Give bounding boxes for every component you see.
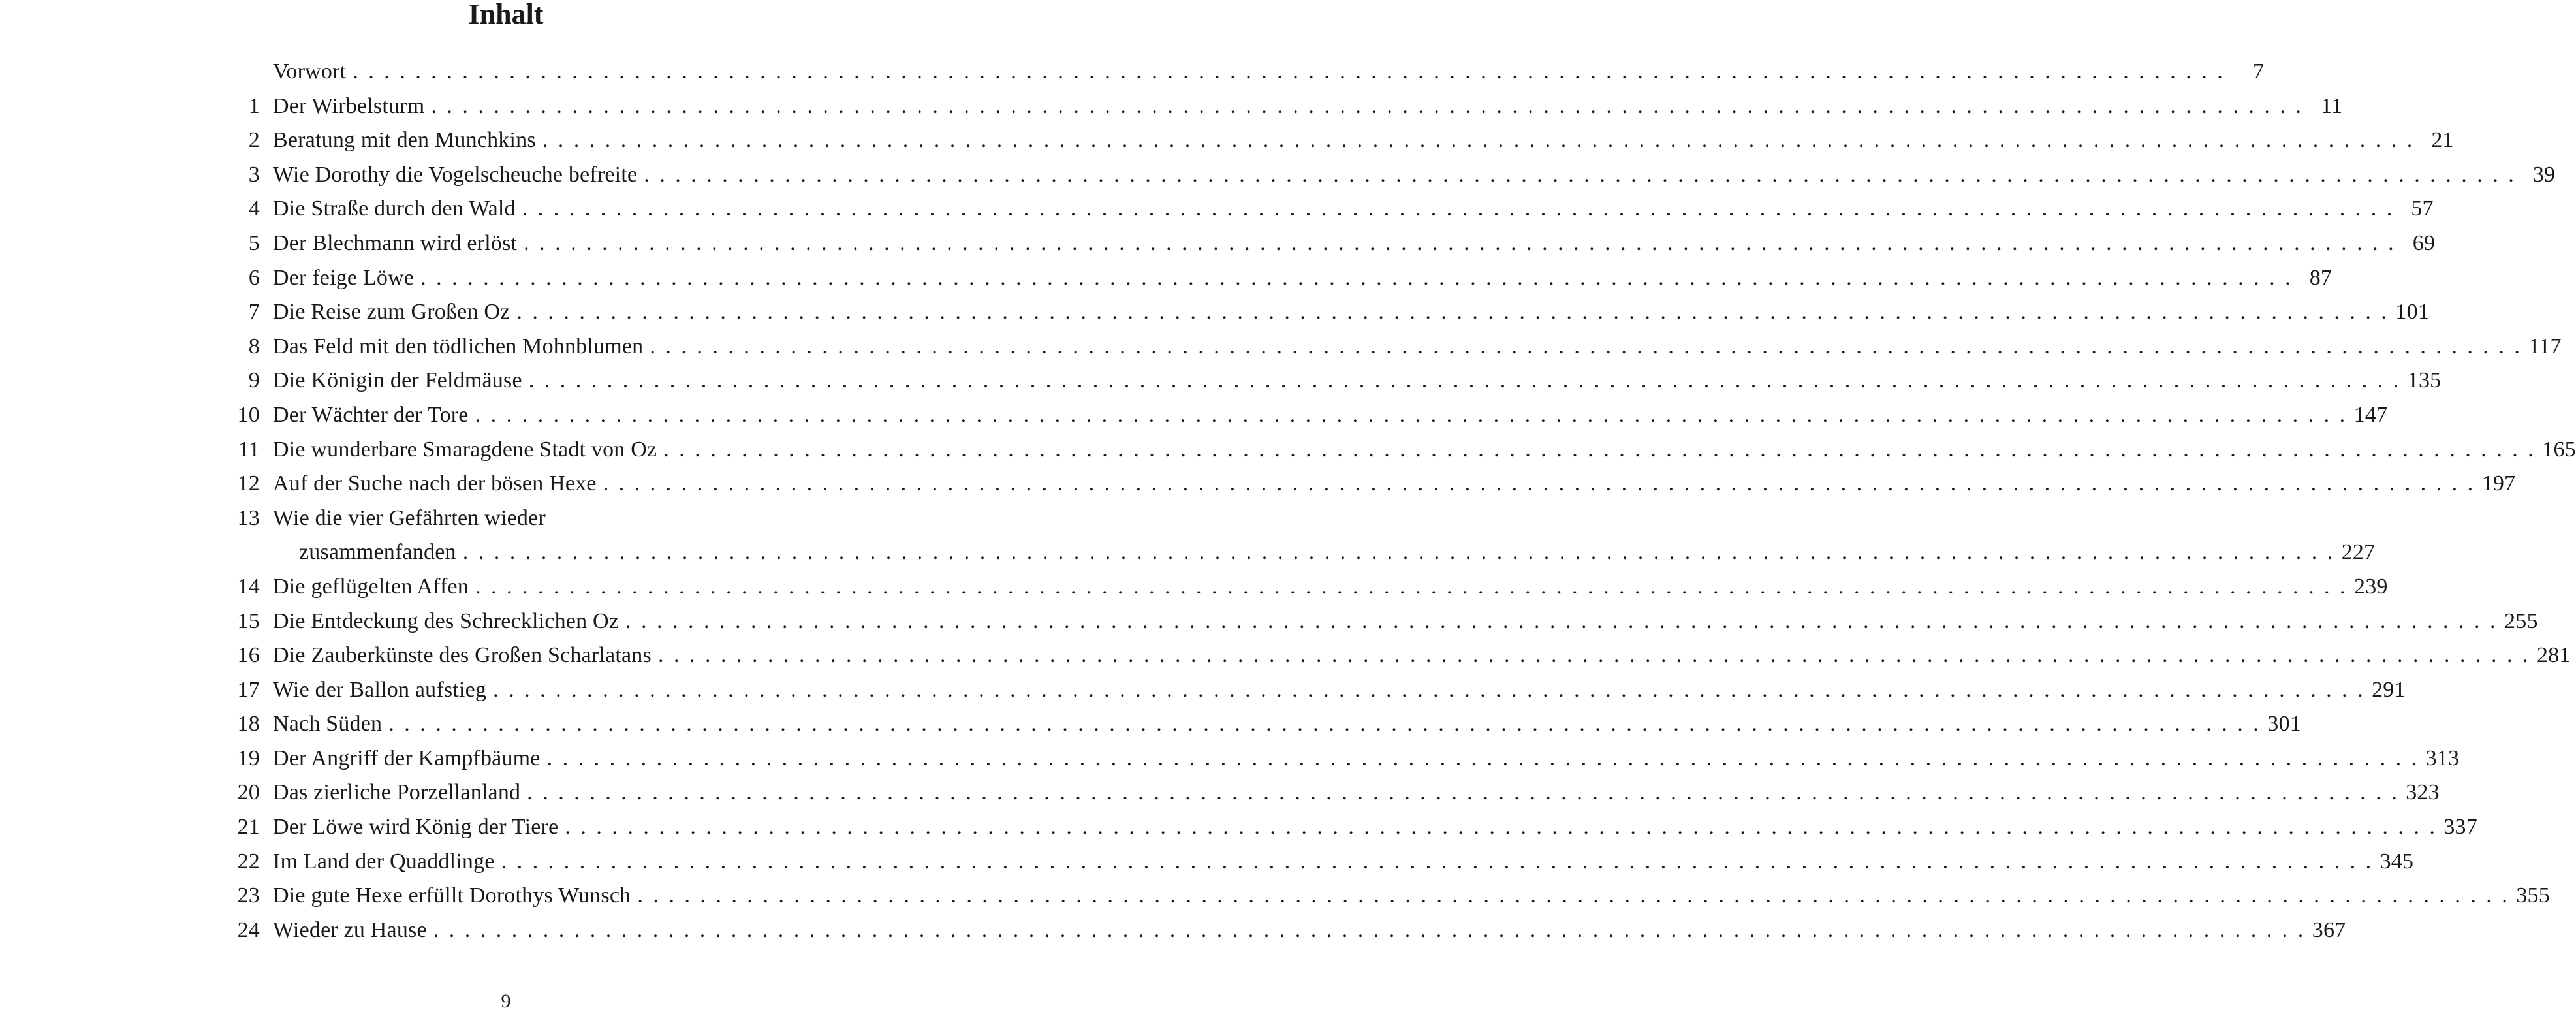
toc-entry — [232, 261, 2333, 296]
page-reference: 87 — [2309, 265, 2333, 290]
page-reference: 345 — [2380, 849, 2414, 874]
dot-leader: . . . . . . . . . . . . . . . . . . . . . . . . . . . . . . . . . . . . . . . . . . . . . . . . . . . . . . . . . . . . . . . . . . . . . . . . . . . . . . . . . . . . . . . . . . . . . . . . . . . . . . . . . . . . . . . . . . . . . . . . — [501, 849, 2374, 874]
dot-leader: . . . . . . . . . . . . . . . . . . . . . . . . . . . . . . . . . . . . . . . . . . . . . . . . . . . . . . . . . . . . . . . . . . . . . . . . . . . . . . . . . . . . . . . . . . . . . . . . . . . . . . . . . . . . . . . . . . . . . . . . — [433, 917, 2306, 942]
chapter-title: Die Straße durch den Wald — [273, 197, 516, 221]
page-reference: 301 — [2267, 712, 2301, 736]
page-reference: 57 — [2411, 197, 2434, 221]
dot-leader: . . . . . . . . . . . . . . . . . . . . . . . . . . . . . . . . . . . . . . . . . . . . . . . . . . . . . . . . . . . . . . . . . . . . . . . . . . . . . . . . . . . . . . . . . . . . . . . . . . . . . . . . . . . . . . . . . . . . . . . . — [663, 437, 2536, 462]
chapter-number: 19 — [237, 746, 260, 770]
chapter-number: 6 — [248, 265, 260, 290]
dot-leader: . . . . . . . . . . . . . . . . . . . . . . . . . . . . . . . . . . . . . . . . . . . . . . . . . . . . . . . . . . . . . . . . . . . . . . . . . . . . . . . . . . . . . . . . . . . . . . . . . . . . . . . . . . . . . . . . . . . . . . . . — [644, 162, 2517, 187]
dot-leader: . . . . . . . . . . . . . . . . . . . . . . . . . . . . . . . . . . . . . . . . . . . . . . . . . . . . . . . . . . . . . . . . . . . . . . . . . . . . . . . . . . . . . . . . . . . . . . . . . . . . . . . . . . . . . . . . . . . . . . . . — [431, 93, 2304, 118]
page-reference: 69 — [2412, 230, 2436, 255]
dot-leader: . . . . . . . . . . . . . . . . . . . . . . . . . . . . . . . . . . . . . . . . . . . . . . . . . . . . . . . . . . . . . . . . . . . . . . . . . . . . . . . . . . . . . . . . . . . . . . . . . . . . . . . . . . . . . . . . . . . . . . . . — [625, 609, 2498, 633]
dot-leader: . . . . . . . . . . . . . . . . . . . . . . . . . . . . . . . . . . . . . . . . . . . . . . . . . . . . . . . . . . . . . . . . . . . . . . . . . . . . . . . . . . . . . . . . . . . . . . . . . . . . . . . . . . . . . . . . . . . . . . . . — [546, 746, 2419, 770]
page-reference: 323 — [2406, 780, 2440, 805]
chapter-title: Die Reise zum Großen Oz — [273, 300, 510, 324]
chapter-number: 24 — [237, 917, 260, 942]
page-reference: 337 — [2443, 815, 2477, 840]
page-reference: 135 — [2407, 368, 2442, 393]
page-reference: 165 — [2542, 437, 2576, 462]
toc-entry — [232, 398, 2388, 433]
chapter-title: Beratung mit den Munchkins — [273, 128, 536, 153]
chapter-title: Der Wirbelsturm — [273, 93, 425, 118]
toc-entry — [232, 501, 2376, 570]
toc-entry — [232, 879, 2550, 913]
dot-leader: . . . . . . . . . . . . . . . . . . . . . . . . . . . . . . . . . . . . . . . . . . . . . . . . . . . . . . . . . . . . . . . . . . . . . . . . . . . . . . . . . . . . . . . . . . . . . . . . . . . . . . . . . . . . . . . . . . . . . . . . — [493, 677, 2366, 702]
chapter-title: Die Entdeckung des Schrecklichen Oz — [273, 609, 620, 633]
toc-entry — [232, 330, 2562, 364]
toc-entry — [232, 845, 2414, 879]
chapter-number: 15 — [237, 609, 260, 633]
chapter-number: 11 — [238, 437, 260, 462]
dot-leader: . . . . . . . . . . . . . . . . . . . . . . . . . . . . . . . . . . . . . . . . . . . . . . . . . . . . . . . . . . . . . . . . . . . . . . . . . . . . . . . . . . . . . . . . . . . . . . . . . . . . . . . . . . . . . . . . . . . . . . . . — [522, 197, 2395, 221]
toc-entry — [232, 227, 2436, 261]
page-reference: 197 — [2481, 471, 2516, 496]
page-reference: 255 — [2504, 609, 2538, 633]
chapter-title: Die Königin der Feldmäuse — [273, 368, 522, 393]
page-reference: 21 — [2431, 128, 2454, 153]
chapter-number: 7 — [248, 300, 260, 324]
page-reference: 117 — [2528, 334, 2562, 358]
chapter-title: Vorwort — [273, 59, 347, 84]
dot-leader: . . . . . . . . . . . . . . . . . . . . . . . . . . . . . . . . . . . . . . . . . . . . . . . . . . . . . . . . . . . . . . . . . . . . . . . . . . . . . . . . . . . . . . . . . . . . . . . . . . . . . . . . . . . . . . . . . . . . . . . . — [657, 643, 2530, 668]
page-reference: 101 — [2395, 300, 2429, 324]
page-reference: 281 — [2536, 643, 2571, 668]
dot-leader: . . . . . . . . . . . . . . . . . . . . . . . . . . . . . . . . . . . . . . . . . . . . . . . . . . . . . . . . . . . . . . . . . . . . . . . . . . . . . . . . . . . . . . . . . . . . . . . . . . . . . . . . . . . . . . . . . . . . . . . . — [637, 883, 2510, 908]
chapter-number: 1 — [248, 93, 260, 118]
chapter-number: 23 — [237, 883, 260, 908]
page-reference: 239 — [2354, 574, 2388, 599]
chapter-title-continuation: zusammenfanden — [299, 540, 456, 565]
chapter-title: Wie die vier Gefährten wieder — [273, 505, 546, 530]
chapter-number: 22 — [237, 849, 260, 874]
chapter-title: Der Löwe wird König der Tiere — [273, 815, 559, 840]
page-reference: 227 — [2341, 540, 2376, 565]
page-reference: 7 — [2253, 59, 2265, 84]
dot-leader: . . . . . . . . . . . . . . . . . . . . . . . . . . . . . . . . . . . . . . . . . . . . . . . . . . . . . . . . . . . . . . . . . . . . . . . . . . . . . . . . . . . . . . . . . . . . . . . . . . . . . . . . . . . . . . . . . . . . . . . . — [565, 815, 2438, 840]
toc-entry — [232, 433, 2576, 467]
chapter-title: Der Wächter der Tore — [273, 402, 469, 427]
dot-leader: . . . . . . . . . . . . . . . . . . . . . . . . . . . . . . . . . . . . . . . . . . . . . . . . . . . . . . . . . . . . . . . . . . . . . . . . . . . . . . . . . . . . . . . . . . . . . . . . . . . . . . . . . . . . . . . . . . . . . . . . — [603, 471, 2475, 496]
toc-entry — [232, 467, 2516, 501]
chapter-number: 4 — [248, 197, 260, 221]
chapter-number: 20 — [237, 780, 260, 805]
dot-leader: . . . . . . . . . . . . . . . . . . . . . . . . . . . . . . . . . . . . . . . . . . . . . . . . . . . . . . . . . . . . . . . . . . . . . . . . . . . . . . . . . . . . . . . . . . . . . . . . . . . . . . . . . . . . . . . . . . . . . . . . — [516, 300, 2389, 324]
chapter-title: Die gute Hexe erfüllt Dorothys Wunsch — [273, 883, 631, 908]
toc-entry — [232, 55, 2265, 89]
page-title: Inhalt — [468, 0, 544, 30]
chapter-number: 5 — [248, 230, 260, 255]
chapter-title: Die Zauberkünste des Großen Scharlatans — [273, 643, 652, 668]
dot-leader: . . . . . . . . . . . . . . . . . . . . . . . . . . . . . . . . . . . . . . . . . . . . . . . . . . . . . . . . . . . . . . . . . . . . . . . . . . . . . . . . . . . . . . . . . . . . . . . . . . . . . . . . . . . . . . . . . . . . . . . . — [650, 334, 2522, 358]
chapter-title: Die wunderbare Smaragdene Stadt von Oz — [273, 437, 657, 462]
page-reference: 11 — [2321, 93, 2343, 118]
chapter-title: Die geflügelten Affen — [273, 574, 469, 599]
chapter-number: 3 — [248, 162, 260, 187]
chapter-number: 10 — [237, 402, 260, 427]
chapter-number: 21 — [237, 815, 260, 840]
toc-entry — [232, 89, 2343, 124]
chapter-number: 14 — [237, 574, 260, 599]
dot-leader: . . . . . . . . . . . . . . . . . . . . . . . . . . . . . . . . . . . . . . . . . . . . . . . . . . . . . . . . . . . . . . . . . . . . . . . . . . . . . . . . . . . . . . . . . . . . . . . . . . . . . . . . . . . . . . . . . . . . . . . . — [388, 712, 2261, 736]
dot-leader: . . . . . . . . . . . . . . . . . . . . . . . . . . . . . . . . . . . . . . . . . . . . . . . . . . . . . . . . . . . . . . . . . . . . . . . . . . . . . . . . . . . . . . . . . . . . . . . . . . . . . . . . . . . . . . . . . . . . . . . . — [353, 59, 2225, 84]
page-reference: 291 — [2372, 677, 2406, 702]
chapter-title: Im Land der Quaddlinge — [273, 849, 495, 874]
chapter-number: 12 — [237, 471, 260, 496]
chapter-title: Nach Süden — [273, 712, 383, 736]
dot-leader: . . . . . . . . . . . . . . . . . . . . . . . . . . . . . . . . . . . . . . . . . . . . . . . . . . . . . . . . . . . . . . . . . . . . . . . . . . . . . . . . . . . . . . . . . . . . . . . . . . . . . . . . . . . . . . . . . . . . . . . . — [542, 128, 2415, 153]
dot-leader: . . . . . . . . . . . . . . . . . . . . . . . . . . . . . . . . . . . . . . . . . . . . . . . . . . . . . . . . . . . . . . . . . . . . . . . . . . . . . . . . . . . . . . . . . . . . . . . . . . . . . . . . . . . . . . . . . . . . . . . . — [527, 780, 2400, 805]
toc-entry — [232, 605, 2538, 639]
page-number: 9 — [501, 990, 511, 1012]
toc-entry — [232, 639, 2571, 673]
chapter-title: Der Angriff der Kampfbäume — [273, 746, 541, 770]
chapter-title: Das Feld mit den tödlichen Mohnblumen — [273, 334, 644, 358]
chapter-title: Das zierliche Porzellanland — [273, 780, 521, 805]
chapter-number: 16 — [237, 643, 260, 668]
chapter-number: 8 — [248, 334, 260, 358]
toc-entry — [232, 192, 2434, 227]
toc-entry — [232, 123, 2454, 158]
page-reference: 39 — [2532, 162, 2556, 187]
dot-leader: . . . . . . . . . . . . . . . . . . . . . . . . . . . . . . . . . . . . . . . . . . . . . . . . . . . . . . . . . . . . . . . . . . . . . . . . . . . . . . . . . . . . . . . . . . . . . . . . . . . . . . . . . . . . . . . . . . . . . . . . — [420, 265, 2293, 290]
chapter-title: Auf der Suche nach der bösen Hexe — [273, 471, 597, 496]
chapter-title: Wie der Ballon aufstieg — [273, 677, 487, 702]
page-reference: 147 — [2353, 402, 2388, 427]
dot-leader: . . . . . . . . . . . . . . . . . . . . . . . . . . . . . . . . . . . . . . . . . . . . . . . . . . . . . . . . . . . . . . . . . . . . . . . . . . . . . . . . . . . . . . . . . . . . . . . . . . . . . . . . . . . . . . . . . . . . . . . . — [475, 574, 2348, 599]
dot-leader: . . . . . . . . . . . . . . . . . . . . . . . . . . . . . . . . . . . . . . . . . . . . . . . . . . . . . . . . . . . . . . . . . . . . . . . . . . . . . . . . . . . . . . . . . . . . . . . . . . . . . . . . . . . . . . . . . . . . . . . . — [475, 402, 2348, 427]
toc-entry — [232, 158, 2556, 193]
toc-entry — [232, 913, 2346, 948]
page-reference: 355 — [2516, 883, 2550, 908]
toc-entry — [232, 742, 2460, 776]
chapter-number: 18 — [237, 712, 260, 736]
toc-entry — [232, 776, 2440, 810]
chapter-number: 13 — [237, 505, 260, 530]
chapter-number: 2 — [248, 128, 260, 153]
toc-entry — [232, 570, 2388, 605]
page-reference: 367 — [2312, 917, 2346, 942]
dot-leader: . . . . . . . . . . . . . . . . . . . . . . . . . . . . . . . . . . . . . . . . . . . . . . . . . . . . . . . . . . . . . . . . . . . . . . . . . . . . . . . . . . . . . . . . . . . . . . . . . . . . . . . . . . . . . . . . . . . . . . . . — [462, 540, 2335, 565]
toc-entry — [232, 810, 2477, 845]
chapter-title: Wie Dorothy die Vogelscheuche befreite — [273, 162, 638, 187]
chapter-title: Wieder zu Hause — [273, 917, 427, 942]
page-reference: 313 — [2425, 746, 2460, 770]
chapter-number: 9 — [248, 368, 260, 393]
toc-entry — [232, 673, 2406, 708]
toc-entry — [232, 295, 2429, 330]
chapter-title: Der Blechmann wird erlöst — [273, 230, 518, 255]
chapter-number: 17 — [237, 677, 260, 702]
toc-entry — [232, 707, 2301, 742]
toc-entry — [232, 364, 2442, 398]
dot-leader: . . . . . . . . . . . . . . . . . . . . . . . . . . . . . . . . . . . . . . . . . . . . . . . . . . . . . . . . . . . . . . . . . . . . . . . . . . . . . . . . . . . . . . . . . . . . . . . . . . . . . . . . . . . . . . . . . . . . . . . . — [524, 230, 2396, 255]
dot-leader: . . . . . . . . . . . . . . . . . . . . . . . . . . . . . . . . . . . . . . . . . . . . . . . . . . . . . . . . . . . . . . . . . . . . . . . . . . . . . . . . . . . . . . . . . . . . . . . . . . . . . . . . . . . . . . . . . . . . . . . . — [528, 368, 2401, 393]
table-of-contents — [232, 55, 2576, 947]
chapter-title: Der feige Löwe — [273, 265, 415, 290]
